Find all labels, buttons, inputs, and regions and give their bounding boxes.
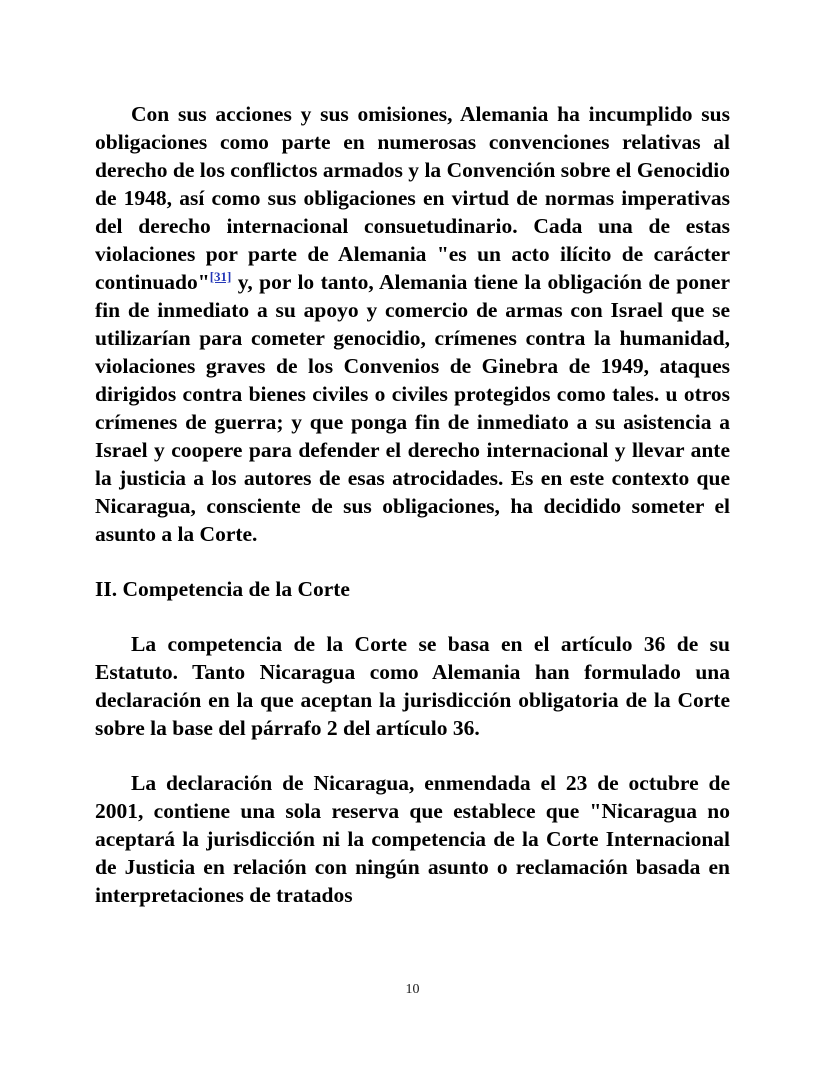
section-heading: II. Competencia de la Corte xyxy=(95,577,350,601)
page-number: 10 xyxy=(405,982,420,997)
paragraph-1-text-after-footnote: y, por lo tanto, Alemania tiene la obligación de poner fin de inmediato a su apoyo y comercio de armas con Israel que se utilizarían para cometer genocidio, crímenes contra la humanidad, violaciones graves de los Convenios de Ginebra de 1949, ataques dirigidos contra bienes civiles o civiles protegidos como tales. u otros crímenes de guerra; y que ponga fin de inmediato a su asistencia a Israel y coopere para defender el derecho internacional y llevar ante la justicia a los autores de esas atrocidades. Es en este contexto que Nicaragua, consciente de sus obligaciones, ha decidido someter el asunto a la Corte. xyxy=(95,270,730,546)
footnote-31-link[interactable]: [31] xyxy=(209,268,232,284)
paragraph-2: La competencia de la Corte se basa en el artículo 36 de su Estatuto. Tanto Nicaragua como Alemania han formulado una declaración en la que aceptan la jurisdicción obligatoria de la Corte sobre la base del párrafo 2 del artículo 36. xyxy=(95,632,730,740)
page-footer xyxy=(0,980,825,998)
paragraph-3: La declaración de Nicaragua, enmendada el 23 de octubre de 2001, contiene una sola reserva que establece que "Nicaragua no aceptará la jurisdicción ni la competencia de la Corte Internacional de Justicia en relación con ningún asunto o reclamación basada en interpretaciones de tratados xyxy=(95,771,730,907)
footnote-superscript xyxy=(210,265,232,285)
document-body xyxy=(95,100,730,909)
paragraph-1 xyxy=(95,100,730,548)
paragraph-1-text-before-footnote: Con sus acciones y sus omisiones, Alemania ha incumplido sus obligaciones como parte en numerosas convenciones relativas al derecho de los conflictos armados y la Convención sobre el Genocidio de 1948, así como sus obligaciones en virtud de normas imperativas del derecho internacional consuetudinario. Cada una de estas violaciones por parte de Alemania "es un acto ilícito de carácter continuado" xyxy=(95,102,730,294)
